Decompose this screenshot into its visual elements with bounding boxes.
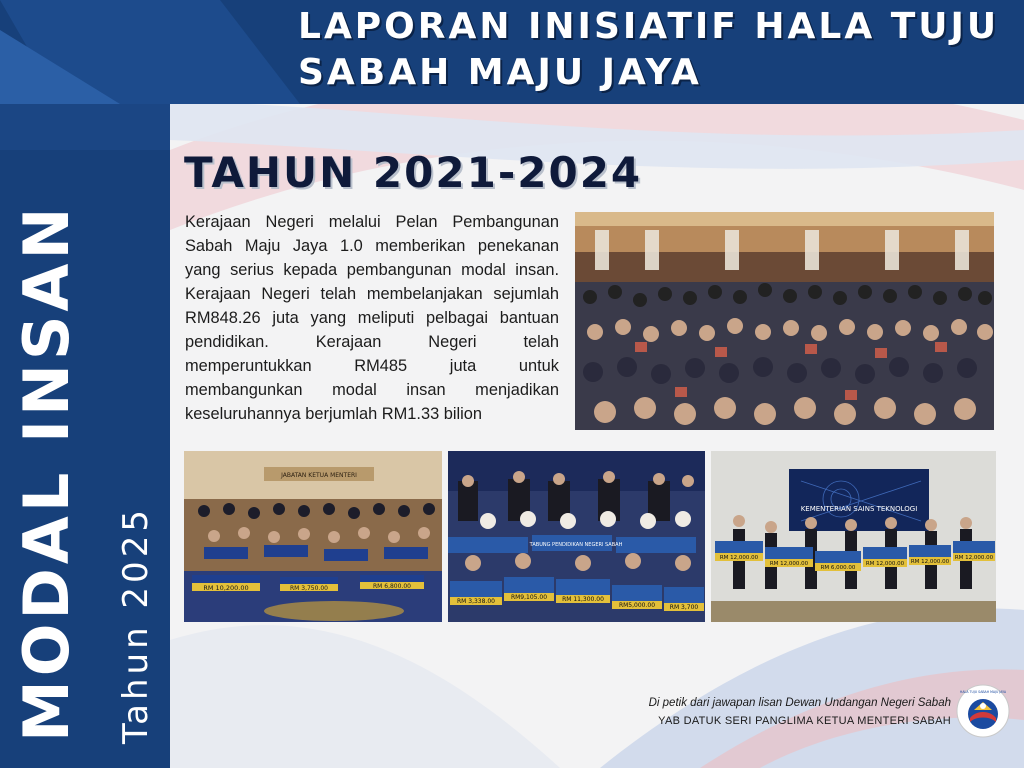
photo4-cheque-5: RM 12,000.00 <box>910 559 950 565</box>
ceremony-photo-cheques <box>184 451 442 622</box>
photo4-cheque-3: RM 6,000.00 <box>820 565 856 571</box>
photo3-board: TABUNG PENDIDIKAN NEGERI SABAH <box>529 542 623 548</box>
report-title <box>298 4 1018 96</box>
photo2-cheque-3: RM 6,800.00 <box>373 583 411 590</box>
sidebar-year: Tahun 2025 <box>116 506 156 744</box>
group-photo-banquet <box>575 212 994 430</box>
description-paragraph: Kerajaan Negeri melalui Pelan Pembangunan Sabah Maju Jaya 1.0 memberikan penekanan yang serius kepada pembangunan modal insan. Kerajaan Negeri telah membelanjakan sejumlah RM848.26 juta yang meliputi pelbagai bantuan pendidikan. Kerajaan Negeri telah memperuntukkan RM485 juta untuk membangunkan modal insan menjadikan keseluruhannya berjumlah RM1.33 bilion <box>185 213 559 423</box>
photo2-sign: JABATAN KETUA MENTERI <box>281 472 357 479</box>
photo4-cheque-4: RM 12,000.00 <box>865 561 905 567</box>
report-title-line2: SABAH MAJU JAYA <box>298 52 702 93</box>
photo2-cheque-2: RM 3,750.00 <box>290 585 328 592</box>
students-photo-cheques <box>448 451 705 622</box>
photo3-cheque-4: RM5,000.00 <box>618 602 656 609</box>
citation-line1: Di petik dari jawapan lisan Dewan Undangan Negeri Sabah <box>648 697 951 709</box>
ministry-photo-cheques <box>711 451 996 622</box>
hala-tuju-logo <box>956 684 1010 738</box>
page-heading: TAHUN 2021-2024 <box>184 148 643 197</box>
photo4-cheque-1: RM 12,000.00 <box>719 555 759 561</box>
photo3-cheque-5: RM 3,700 <box>669 604 699 611</box>
logo-text: HALA TUJU SABAH MAJU JAYA <box>959 690 1007 694</box>
photo4-cheque-2: RM 12,000.00 <box>769 561 809 567</box>
photo3-cheque-3: RM 11,300.00 <box>562 596 604 603</box>
photo3-cheque-1: RM 3,338.00 <box>457 598 495 605</box>
photo3-cheque-2: RM9,105.00 <box>510 594 548 601</box>
banner-shade <box>0 0 300 104</box>
citation-line2: YAB DATUK SERI PANGLIMA KETUA MENTERI SABAH <box>658 715 951 727</box>
sidebar-title: MODAL INSAN <box>10 203 83 742</box>
source-citation <box>540 694 951 730</box>
photo4-banner: KEMENTERIAN SAINS TEKNOLOGI <box>800 505 918 513</box>
photo4-cheque-6: RM 12,000.00 <box>954 555 994 561</box>
photo2-cheque-1: RM 10,200.00 <box>203 584 249 592</box>
report-title-line1: LAPORAN INISIATIF HALA TUJU <box>298 6 1000 47</box>
